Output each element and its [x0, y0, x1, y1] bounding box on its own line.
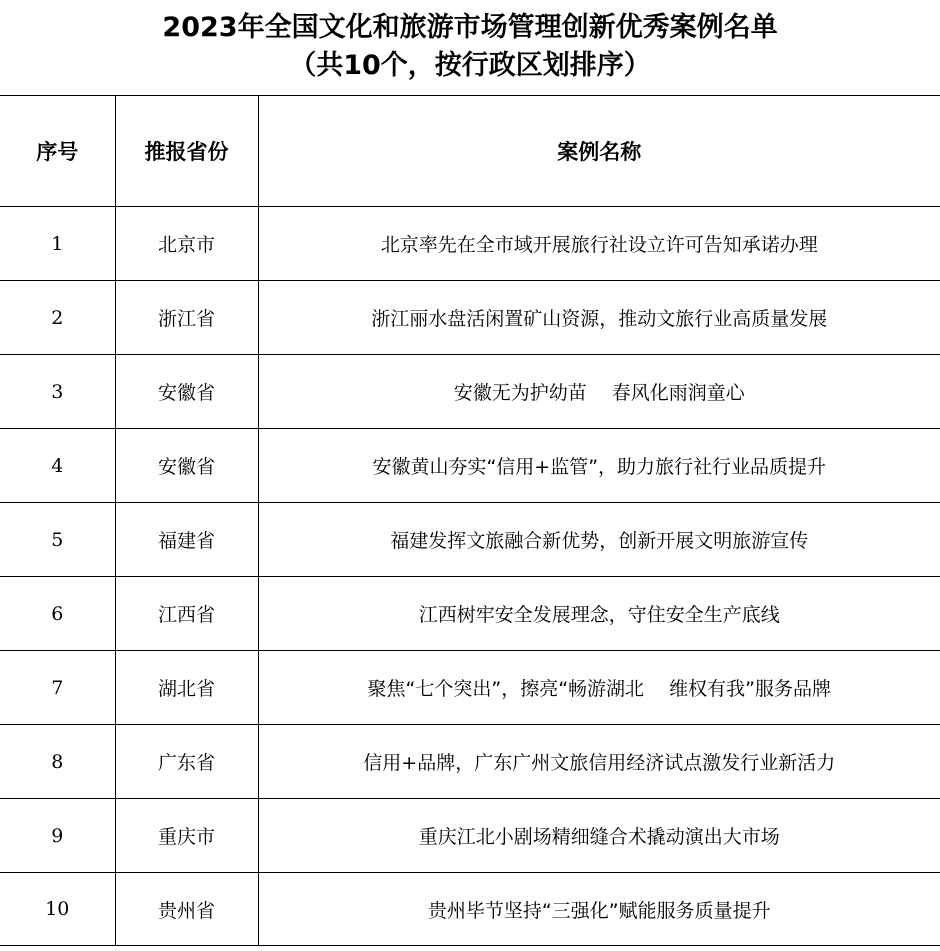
- header-no: 序号: [0, 96, 115, 207]
- row-number: 4: [0, 429, 115, 503]
- row-case-name: 聚焦“七个突出”，擦亮“畅游湖北 维权有我”服务品牌: [258, 651, 940, 725]
- document-title: [0, 0, 940, 95]
- table-row: [0, 503, 940, 577]
- table-row: [0, 873, 940, 946]
- row-number: 9: [0, 799, 115, 873]
- row-province: 湖北省: [115, 651, 258, 725]
- row-province: 安徽省: [115, 429, 258, 503]
- row-case-name: 安徽无为护幼苗 春风化雨润童心: [258, 355, 940, 429]
- row-number: 5: [0, 503, 115, 577]
- row-case-name: 信用+品牌，广东广州文旅信用经济试点激发行业新活力: [258, 725, 940, 799]
- row-number: 6: [0, 577, 115, 651]
- title-subtitle: （共10个，按行政区划排序）: [289, 50, 651, 81]
- row-case-name: 江西树牢安全发展理念，守住安全生产底线: [258, 577, 940, 651]
- cases-table: [0, 95, 940, 946]
- row-province: 北京市: [115, 207, 258, 281]
- row-province: 福建省: [115, 503, 258, 577]
- table-row: [0, 725, 940, 799]
- row-province: 江西省: [115, 577, 258, 651]
- row-province: 贵州省: [115, 873, 258, 946]
- row-number: 1: [0, 207, 115, 281]
- header-province: 推报省份: [115, 96, 258, 207]
- row-case-name: 贵州毕节坚持“三强化”赋能服务质量提升: [258, 873, 940, 946]
- row-case-name: 安徽黄山夯实“信用+监管”，助力旅行社行业品质提升: [258, 429, 940, 503]
- row-province: 广东省: [115, 725, 258, 799]
- row-number: 2: [0, 281, 115, 355]
- table-header-row: [0, 96, 940, 207]
- table-row: [0, 207, 940, 281]
- row-number: 3: [0, 355, 115, 429]
- row-province: 重庆市: [115, 799, 258, 873]
- row-number: 8: [0, 725, 115, 799]
- table-row: [0, 429, 940, 503]
- table-row: [0, 799, 940, 873]
- table-row: [0, 651, 940, 725]
- row-case-name: 重庆江北小剧场精细缝合术撬动演出大市场: [258, 799, 940, 873]
- header-case-name: 案例名称: [258, 96, 940, 207]
- table-row: [0, 577, 940, 651]
- table-row: [0, 281, 940, 355]
- row-province: 安徽省: [115, 355, 258, 429]
- title-main: 2023年全国文化和旅游市场管理创新优秀案例名单: [162, 12, 778, 43]
- row-case-name: 北京率先在全市域开展旅行社设立许可告知承诺办理: [258, 207, 940, 281]
- row-case-name: 浙江丽水盘活闲置矿山资源，推动文旅行业高质量发展: [258, 281, 940, 355]
- table-row: [0, 355, 940, 429]
- row-case-name: 福建发挥文旅融合新优势，创新开展文明旅游宣传: [258, 503, 940, 577]
- row-number: 10: [0, 873, 115, 946]
- row-number: 7: [0, 651, 115, 725]
- row-province: 浙江省: [115, 281, 258, 355]
